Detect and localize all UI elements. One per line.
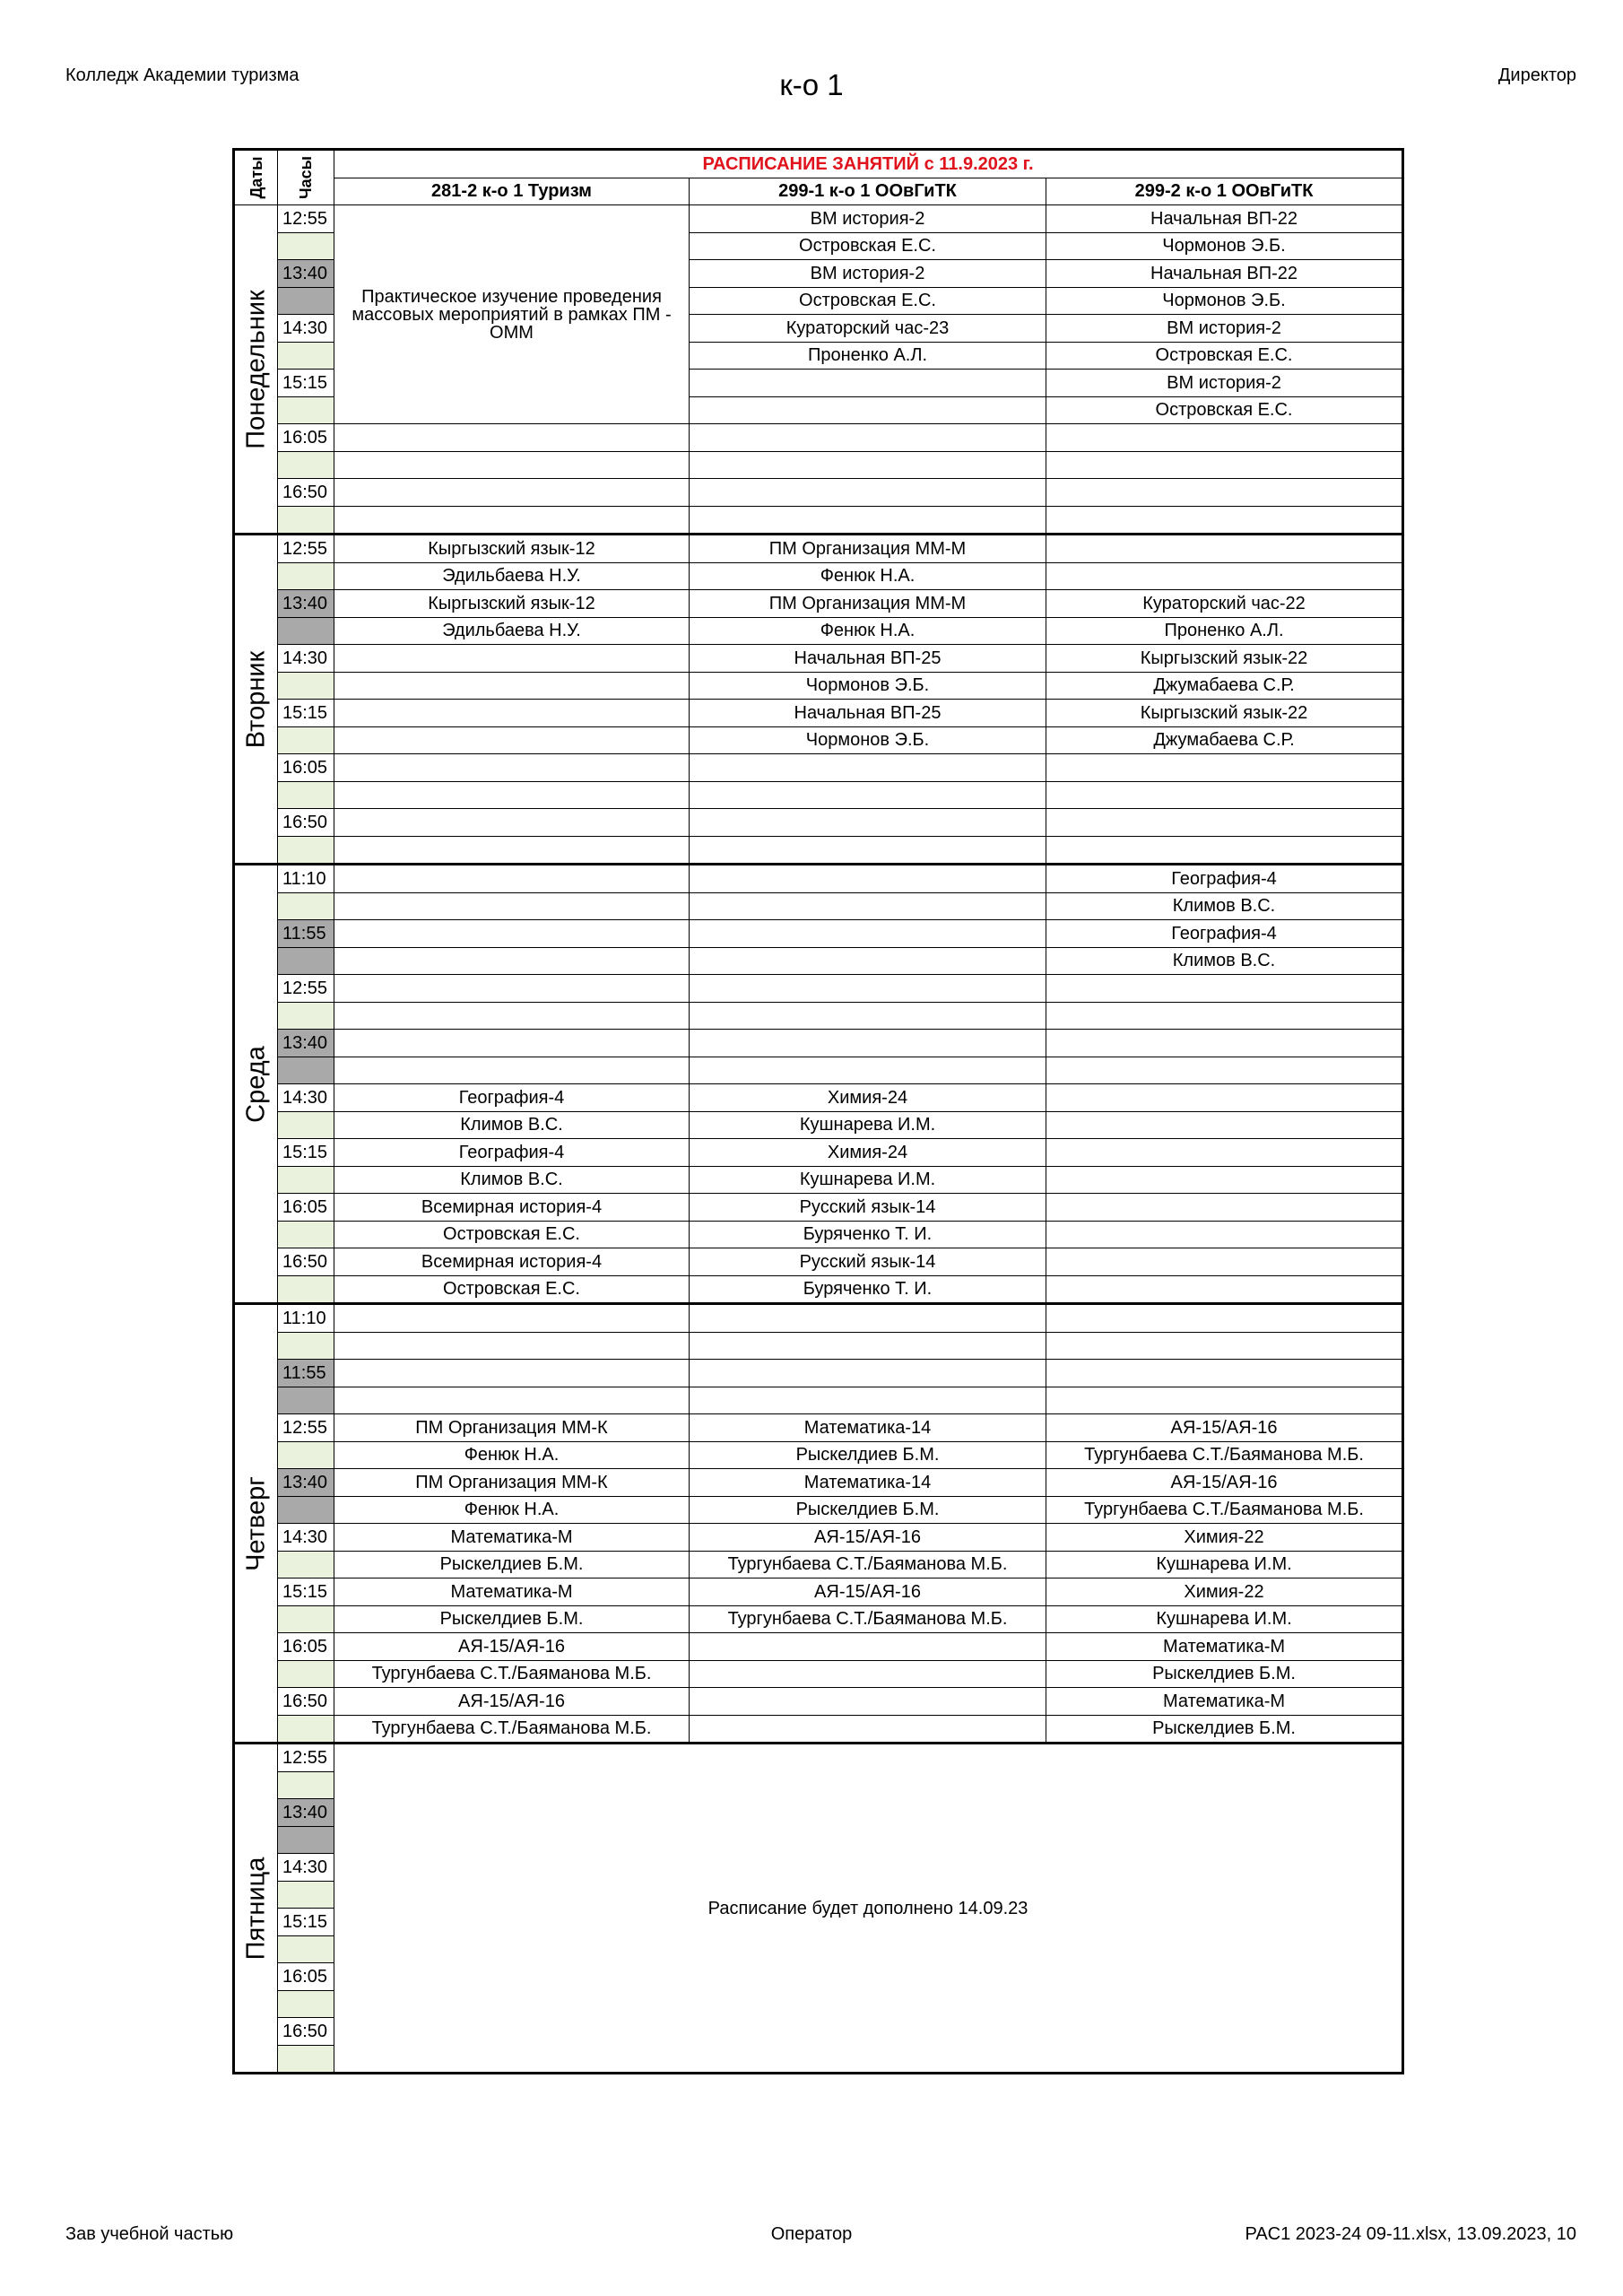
lesson-cell <box>334 1030 690 1057</box>
time-slot: 16:05 <box>278 754 334 782</box>
lesson-cell: Фенюк Н.А. <box>690 562 1046 590</box>
time-slot: 12:55 <box>278 1414 334 1442</box>
lesson-cell: Кушнарева И.М. <box>1046 1605 1403 1633</box>
lesson-cell <box>690 1660 1046 1688</box>
lesson-cell: Математика-М <box>334 1578 690 1606</box>
schedule-note: Расписание будет дополнено 14.09.23 <box>334 1744 1403 2074</box>
lesson-cell <box>1046 1194 1403 1222</box>
schedule-row <box>234 726 1403 754</box>
lesson-cell <box>1046 535 1403 563</box>
lesson-cell: Рыскелдиев Б.М. <box>1046 1715 1403 1744</box>
lesson-cell <box>1046 1360 1403 1387</box>
lesson-cell: Кураторский час-22 <box>1046 590 1403 618</box>
lesson-cell: Всемирная история-4 <box>334 1194 690 1222</box>
schedule-row <box>234 562 1403 590</box>
time-slot: 16:05 <box>278 424 334 452</box>
schedule-row <box>234 1248 1403 1276</box>
lesson-cell <box>334 754 690 782</box>
time-slot: 13:40 <box>278 260 334 288</box>
lesson-cell: ПМ Организация ММ-М <box>690 590 1046 618</box>
lesson-cell: Кушнарева И.М. <box>690 1111 1046 1139</box>
lesson-cell: Фенюк Н.А. <box>690 617 1046 645</box>
lesson-cell: Русский язык-14 <box>690 1194 1046 1222</box>
lesson-cell <box>690 1360 1046 1387</box>
lesson-cell: Островская Е.С. <box>334 1275 690 1304</box>
schedule-row <box>234 617 1403 645</box>
schedule-row <box>234 865 1403 893</box>
lesson-cell: АЯ-15/АЯ-16 <box>1046 1469 1403 1497</box>
lesson-cell <box>690 920 1046 948</box>
schedule-row <box>234 1166 1403 1194</box>
lesson-cell <box>690 865 1046 893</box>
lesson-cell <box>1046 1139 1403 1167</box>
lesson-cell: Рыскелдиев Б.М. <box>690 1441 1046 1469</box>
schedule-row <box>234 535 1403 563</box>
lesson-cell: Начальная ВП-22 <box>1046 205 1403 233</box>
lesson-cell: Кушнарева И.М. <box>690 1166 1046 1194</box>
schedule-row <box>234 1002 1403 1030</box>
lesson-cell <box>1046 781 1403 809</box>
lesson-cell: Тургунбаева С.Т./Баяманова М.Б. <box>1046 1496 1403 1524</box>
time-slot: 11:55 <box>278 1360 334 1387</box>
lesson-cell: Чормонов Э.Б. <box>1046 232 1403 260</box>
lesson-cell: ВМ история-2 <box>1046 370 1403 397</box>
schedule-row <box>234 1715 1403 1744</box>
lesson-cell: Тургунбаева С.Т./Баяманова М.Б. <box>690 1605 1046 1633</box>
lesson-cell: Джумабаева С.Р. <box>1046 726 1403 754</box>
schedule-row <box>234 1496 1403 1524</box>
lesson-cell <box>690 1633 1046 1661</box>
lesson-cell <box>690 370 1046 397</box>
time-slot: 14:30 <box>278 1084 334 1112</box>
schedule-row <box>234 1194 1403 1222</box>
lesson-cell <box>334 1304 690 1333</box>
lesson-cell: Тургунбаева С.Т./Баяманова М.Б. <box>1046 1441 1403 1469</box>
lesson-cell: Островская Е.С. <box>1046 396 1403 424</box>
lesson-cell <box>690 1332 1046 1360</box>
lesson-cell <box>334 506 690 535</box>
time-slot <box>278 562 334 590</box>
lesson-cell: Буряченко Т. И. <box>690 1275 1046 1304</box>
lesson-cell <box>690 1715 1046 1744</box>
lesson-cell <box>1046 1332 1403 1360</box>
day-label-monday: Понедельник <box>234 205 278 535</box>
lesson-cell: Проненко А.Л. <box>690 342 1046 370</box>
time-slot <box>278 1057 334 1084</box>
time-slot <box>278 1387 334 1414</box>
group-header: 299-1 к-о 1 ООвГиТК <box>690 178 1046 205</box>
lesson-cell: АЯ-15/АЯ-16 <box>1046 1414 1403 1442</box>
time-slot <box>278 947 334 975</box>
lesson-cell <box>1046 1248 1403 1276</box>
time-slot <box>278 1605 334 1633</box>
lesson-cell: Рыскелдиев Б.М. <box>690 1496 1046 1524</box>
time-slot <box>278 506 334 535</box>
time-slot: 14:30 <box>278 1854 334 1882</box>
lesson-cell: Начальная ВП-22 <box>1046 260 1403 288</box>
schedule-row <box>234 1660 1403 1688</box>
time-slot: 15:15 <box>278 1909 334 1936</box>
lesson-cell: ПМ Организация ММ-К <box>334 1469 690 1497</box>
lesson-cell: Химия-24 <box>690 1139 1046 1167</box>
lesson-cell: АЯ-15/АЯ-16 <box>690 1578 1046 1606</box>
schedule-row <box>234 1605 1403 1633</box>
lesson-cell <box>1046 1030 1403 1057</box>
time-slot <box>278 1881 334 1909</box>
lesson-cell <box>334 865 690 893</box>
lesson-cell <box>1046 1002 1403 1030</box>
lesson-cell: АЯ-15/АЯ-16 <box>334 1688 690 1716</box>
footer-operator: Оператор <box>770 2224 853 2244</box>
lesson-cell <box>334 892 690 920</box>
lesson-cell <box>334 1387 690 1414</box>
time-slot <box>278 1111 334 1139</box>
lesson-cell <box>1046 1057 1403 1084</box>
lesson-cell: Математика-14 <box>690 1469 1046 1497</box>
lesson-cell <box>334 672 690 700</box>
lesson-cell <box>690 781 1046 809</box>
time-slot: 13:40 <box>278 1799 334 1827</box>
schedule-row <box>234 781 1403 809</box>
lesson-cell <box>334 920 690 948</box>
lesson-cell: Химия-24 <box>690 1084 1046 1112</box>
schedule-row <box>234 506 1403 535</box>
schedule-row <box>234 1578 1403 1606</box>
schedule-row <box>234 1057 1403 1084</box>
lesson-cell <box>690 1387 1046 1414</box>
lesson-cell <box>334 781 690 809</box>
lesson-cell <box>1046 424 1403 452</box>
lesson-cell <box>690 892 1046 920</box>
lesson-cell: Климов В.С. <box>334 1166 690 1194</box>
time-slot <box>278 1441 334 1469</box>
lesson-cell <box>1046 506 1403 535</box>
lesson-cell <box>690 809 1046 837</box>
lesson-cell <box>334 1332 690 1360</box>
schedule-title: РАСПИСАНИЕ ЗАНЯТИЙ с 11.9.2023 г. <box>334 150 1403 178</box>
schedule-row <box>234 424 1403 452</box>
time-slot <box>278 232 334 260</box>
lesson-cell <box>690 754 1046 782</box>
time-slot <box>278 396 334 424</box>
lesson-cell <box>690 1002 1046 1030</box>
schedule-row <box>234 479 1403 507</box>
lesson-cell <box>1046 809 1403 837</box>
time-slot <box>278 1935 334 1963</box>
lesson-cell <box>690 396 1046 424</box>
schedule-row <box>234 1221 1403 1248</box>
time-slot: 15:15 <box>278 1139 334 1167</box>
lesson-cell <box>1046 1111 1403 1139</box>
time-slot <box>278 1715 334 1744</box>
lesson-cell: География-4 <box>1046 865 1403 893</box>
lesson-cell: ПМ Организация ММ-М <box>690 535 1046 563</box>
time-slot <box>278 617 334 645</box>
time-slot: 16:50 <box>278 479 334 507</box>
group-header: 299-2 к-о 1 ООвГиТК <box>1046 178 1403 205</box>
schedule-row <box>234 1304 1403 1333</box>
lesson-cell: Климов В.С. <box>1046 947 1403 975</box>
lesson-cell <box>334 1360 690 1387</box>
time-slot: 15:15 <box>278 700 334 727</box>
time-slot: 15:15 <box>278 1578 334 1606</box>
time-slot: 11:10 <box>278 1304 334 1333</box>
lesson-cell <box>1046 1275 1403 1304</box>
time-slot <box>278 1166 334 1194</box>
schedule-row <box>234 1524 1403 1552</box>
lesson-cell <box>690 947 1046 975</box>
time-slot: 16:05 <box>278 1194 334 1222</box>
lesson-cell <box>334 451 690 479</box>
lesson-cell: Буряченко Т. И. <box>690 1221 1046 1248</box>
lesson-cell <box>690 451 1046 479</box>
schedule-row <box>234 645 1403 673</box>
time-slot <box>278 287 334 315</box>
lesson-cell: Климов В.С. <box>334 1111 690 1139</box>
time-slot: 11:10 <box>278 865 334 893</box>
time-slot: 13:40 <box>278 1030 334 1057</box>
schedule-row <box>234 1360 1403 1387</box>
lesson-cell: Тургунбаева С.Т./Баяманова М.Б. <box>334 1660 690 1688</box>
time-slot: 14:30 <box>278 645 334 673</box>
lesson-cell <box>690 1688 1046 1716</box>
practice-note: Практическое изучение проведения массовых мероприятий в рамках ПМ - ОММ <box>334 205 690 424</box>
lesson-cell: Джумабаева С.Р. <box>1046 672 1403 700</box>
time-slot <box>278 1275 334 1304</box>
group-header: 281-2 к-о 1 Туризм <box>334 178 690 205</box>
schedule-row <box>234 947 1403 975</box>
schedule-row <box>234 205 1403 233</box>
lesson-cell: Островская Е.С. <box>690 232 1046 260</box>
day-label-thursday: Четверг <box>234 1304 278 1744</box>
lesson-cell <box>690 836 1046 865</box>
lesson-cell: Математика-14 <box>690 1414 1046 1442</box>
time-slot <box>278 342 334 370</box>
time-slot <box>278 892 334 920</box>
lesson-cell <box>334 424 690 452</box>
lesson-cell <box>334 836 690 865</box>
schedule-row <box>234 1084 1403 1112</box>
time-slot: 16:05 <box>278 1963 334 1991</box>
schedule-row <box>234 1139 1403 1167</box>
time-slot <box>278 1332 334 1360</box>
schedule-row <box>234 1030 1403 1057</box>
time-slot: 16:50 <box>278 1248 334 1276</box>
lesson-cell: Фенюк Н.А. <box>334 1441 690 1469</box>
lesson-cell: Начальная ВП-25 <box>690 645 1046 673</box>
lesson-cell <box>1046 754 1403 782</box>
header-institution: Колледж Академии туризма <box>65 65 299 85</box>
schedule-row <box>234 1633 1403 1661</box>
time-slot: 12:55 <box>278 205 334 233</box>
lesson-cell <box>1046 975 1403 1003</box>
time-slot: 14:30 <box>278 315 334 343</box>
header-building: к-о 1 <box>779 68 844 101</box>
lesson-cell: ВМ история-2 <box>690 205 1046 233</box>
lesson-cell <box>334 809 690 837</box>
dates-header: Даты <box>234 150 278 205</box>
lesson-cell <box>690 506 1046 535</box>
lesson-cell: Кыргызский язык-12 <box>334 535 690 563</box>
time-slot <box>278 726 334 754</box>
lesson-cell: Русский язык-14 <box>690 1248 1046 1276</box>
time-slot <box>278 1660 334 1688</box>
time-slot: 14:30 <box>278 1524 334 1552</box>
lesson-cell: Чормонов Э.Б. <box>1046 287 1403 315</box>
time-slot: 11:55 <box>278 920 334 948</box>
schedule-row <box>234 1275 1403 1304</box>
lesson-cell: Кыргызский язык-22 <box>1046 645 1403 673</box>
time-slot <box>278 1221 334 1248</box>
lesson-cell: ВМ история-2 <box>1046 315 1403 343</box>
time-slot <box>278 2045 334 2074</box>
time-slot: 12:55 <box>278 1744 334 1772</box>
time-slot <box>278 1002 334 1030</box>
schedule-row <box>234 920 1403 948</box>
time-slot: 16:50 <box>278 2018 334 2046</box>
lesson-cell: АЯ-15/АЯ-16 <box>334 1633 690 1661</box>
header-director: Директор <box>1497 65 1576 85</box>
lesson-cell: Рыскелдиев Б.М. <box>334 1551 690 1578</box>
lesson-cell: Кушнарева И.М. <box>1046 1551 1403 1578</box>
day-label-friday: Пятница <box>234 1744 278 2074</box>
schedule-row <box>234 754 1403 782</box>
lesson-cell <box>1046 1166 1403 1194</box>
lesson-cell: Математика-М <box>1046 1688 1403 1716</box>
time-slot <box>278 836 334 865</box>
time-slot <box>278 1551 334 1578</box>
lesson-cell: География-4 <box>334 1084 690 1112</box>
lesson-cell: Рыскелдиев Б.М. <box>334 1605 690 1633</box>
lesson-cell <box>1046 451 1403 479</box>
schedule-row <box>234 836 1403 865</box>
lesson-cell: Чормонов Э.Б. <box>690 726 1046 754</box>
schedule-row <box>234 892 1403 920</box>
lesson-cell: Чормонов Э.Б. <box>690 672 1046 700</box>
lesson-cell: География-4 <box>1046 920 1403 948</box>
lesson-cell: ВМ история-2 <box>690 260 1046 288</box>
lesson-cell <box>334 726 690 754</box>
lesson-cell: Кыргызский язык-22 <box>1046 700 1403 727</box>
schedule-row <box>234 1551 1403 1578</box>
time-slot <box>278 1496 334 1524</box>
schedule-row <box>234 809 1403 837</box>
lesson-cell <box>690 1304 1046 1333</box>
lesson-cell: Тургунбаева С.Т./Баяманова М.Б. <box>334 1715 690 1744</box>
lesson-cell: Кураторский час-23 <box>690 315 1046 343</box>
lesson-cell <box>334 947 690 975</box>
lesson-cell: Островская Е.С. <box>334 1221 690 1248</box>
footer-head-of-studies: Зав учебной частью <box>65 2224 234 2244</box>
lesson-cell <box>1046 836 1403 865</box>
lesson-cell: География-4 <box>334 1139 690 1167</box>
lesson-cell: Всемирная история-4 <box>334 1248 690 1276</box>
lesson-cell <box>1046 562 1403 590</box>
schedule-row <box>234 1111 1403 1139</box>
lesson-cell: Математика-М <box>334 1524 690 1552</box>
schedule-row <box>234 451 1403 479</box>
lesson-cell <box>1046 1084 1403 1112</box>
time-slot <box>278 451 334 479</box>
lesson-cell <box>334 479 690 507</box>
lesson-cell: Эдильбаева Н.У. <box>334 562 690 590</box>
lesson-cell: Начальная ВП-25 <box>690 700 1046 727</box>
time-slot: 15:15 <box>278 370 334 397</box>
time-slot: 12:55 <box>278 975 334 1003</box>
lesson-cell <box>334 645 690 673</box>
time-slot <box>278 672 334 700</box>
time-slot <box>278 1990 334 2018</box>
schedule-row <box>234 590 1403 618</box>
schedule-row <box>234 1332 1403 1360</box>
lesson-cell <box>334 1057 690 1084</box>
lesson-cell <box>1046 1221 1403 1248</box>
schedule-row <box>234 672 1403 700</box>
lesson-cell: Химия-22 <box>1046 1524 1403 1552</box>
day-label-tuesday: Вторник <box>234 535 278 865</box>
schedule-row <box>234 700 1403 727</box>
schedule-row <box>234 1469 1403 1497</box>
schedule-table <box>232 148 1404 2074</box>
lesson-cell: Химия-22 <box>1046 1578 1403 1606</box>
time-slot: 16:05 <box>278 1633 334 1661</box>
lesson-cell <box>690 1030 1046 1057</box>
lesson-cell: Островская Е.С. <box>1046 342 1403 370</box>
schedule-row <box>234 1744 1403 1772</box>
time-slot: 16:50 <box>278 1688 334 1716</box>
lesson-cell <box>690 424 1046 452</box>
lesson-cell: Климов В.С. <box>1046 892 1403 920</box>
lesson-cell <box>1046 1387 1403 1414</box>
lesson-cell <box>690 479 1046 507</box>
lesson-cell: ПМ Организация ММ-К <box>334 1414 690 1442</box>
hours-header: Часы <box>278 150 334 205</box>
schedule-row <box>234 975 1403 1003</box>
time-slot <box>278 1826 334 1854</box>
time-slot <box>278 781 334 809</box>
time-slot: 12:55 <box>278 535 334 563</box>
day-label-wednesday: Среда <box>234 865 278 1304</box>
schedule-row <box>234 1387 1403 1414</box>
schedule-row <box>234 1688 1403 1716</box>
lesson-cell: Островская Е.С. <box>690 287 1046 315</box>
footer-file-info: PAC1 2023-24 09-11.xlsx, 13.09.2023, 10 <box>1245 2224 1576 2244</box>
lesson-cell: АЯ-15/АЯ-16 <box>690 1524 1046 1552</box>
lesson-cell: Проненко А.Л. <box>1046 617 1403 645</box>
lesson-cell <box>1046 479 1403 507</box>
lesson-cell: Рыскелдиев Б.М. <box>1046 1660 1403 1688</box>
lesson-cell: Эдильбаева Н.У. <box>334 617 690 645</box>
lesson-cell: Кыргызский язык-12 <box>334 590 690 618</box>
lesson-cell <box>690 1057 1046 1084</box>
lesson-cell <box>334 700 690 727</box>
lesson-cell: Тургунбаева С.Т./Баяманова М.Б. <box>690 1551 1046 1578</box>
lesson-cell <box>334 1002 690 1030</box>
lesson-cell <box>1046 1304 1403 1333</box>
time-slot: 13:40 <box>278 1469 334 1497</box>
lesson-cell <box>690 975 1046 1003</box>
lesson-cell: Фенюк Н.А. <box>334 1496 690 1524</box>
time-slot <box>278 1771 334 1799</box>
schedule-row <box>234 1441 1403 1469</box>
time-slot: 13:40 <box>278 590 334 618</box>
lesson-cell: Математика-М <box>1046 1633 1403 1661</box>
schedule-row <box>234 1414 1403 1442</box>
lesson-cell <box>334 975 690 1003</box>
time-slot: 16:50 <box>278 809 334 837</box>
